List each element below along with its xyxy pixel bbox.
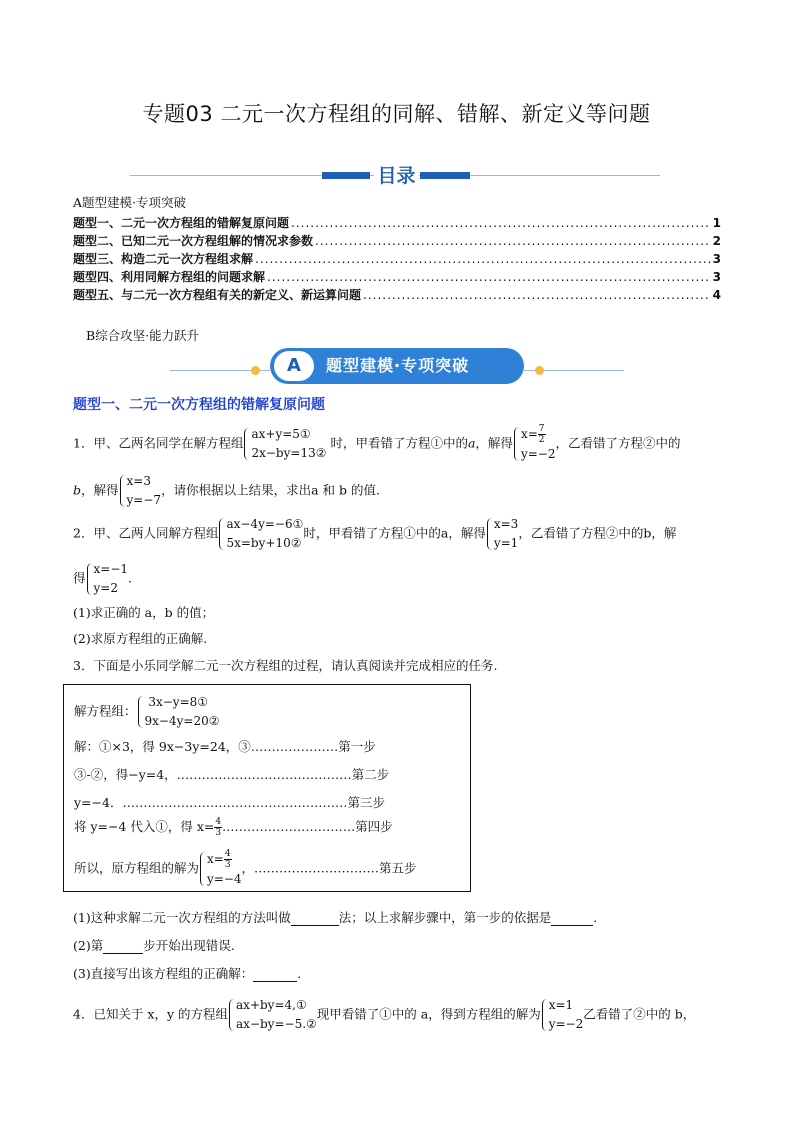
- toc-item-label: 题型三、构造二元一次方程组求解: [73, 252, 254, 266]
- section-heading: 题型一、二元一次方程组的错解复原问题: [73, 397, 325, 413]
- toc-item[interactable]: [73, 268, 721, 285]
- toc-item-page: 3: [712, 252, 721, 266]
- solution-system: x=1 y=−2: [541, 996, 584, 1034]
- question-2-sub2: (2)求原方程组的正确解.: [73, 631, 208, 646]
- toc-item-page: 3: [712, 270, 721, 284]
- toc-item-label: 题型四、利用同解方程组的问题求解: [73, 270, 266, 284]
- answer-blank[interactable]: [103, 938, 143, 954]
- banner-letter: A: [274, 351, 314, 381]
- toc-heading: 目录: [0, 161, 793, 188]
- box-line-5: 将 y=−4 代入①，得 x= $\frac{4}{3}$ .………………………….第四步: [74, 817, 393, 838]
- toc-item-label: 题型二、已知二元一次方程组解的情况求参数: [73, 234, 314, 248]
- question-1-line2: b，解得 x=3 y=−7 ，请你根据以上结果，求出a 和 b 的值.: [73, 472, 380, 510]
- solution-system: x=3 y=1: [486, 515, 518, 553]
- question-3-sub3: (3)直接写出该方程组的正确解： .: [73, 966, 302, 981]
- question-2-line1: 2．甲、乙两人同解方程组 ax−4y=−6① 5x=by+10② 时，甲看错了方程①中的a，解得 x=3 y=1 ，乙看错了方程②中的b，解: [73, 515, 676, 553]
- box-line-2: 解：①×3，得 9x−3y=24，③…………………第一步: [74, 739, 376, 754]
- question-1-line1: 1．甲、乙两名同学在解方程组 ax+y=5① 2x−by=13② 时，甲看错了方程①中的a，解得 x= $\frac{7}{2}$ y=−2 ，乙看错了方程②中的: [73, 424, 680, 464]
- solution-system: x=3 y=−7: [119, 472, 162, 510]
- equation-system: ax+y=5① 2x−by=13②: [243, 425, 326, 463]
- box-line-6: 所以，原方程组的解为 x= $\frac{4}{3}$ y=−4 ，…………………………第五步: [74, 849, 417, 889]
- solution-system: x= $\frac{4}{3}$ y=−4: [199, 849, 242, 889]
- question-3-sub2: (2)第 步开始出现错误.: [73, 938, 235, 953]
- solution-box: [63, 684, 471, 892]
- page-title: 专题03 二元一次方程组的同解、错解、新定义等问题: [142, 102, 651, 126]
- toc-item[interactable]: [73, 214, 721, 231]
- toc-item[interactable]: [73, 250, 721, 267]
- toc-item[interactable]: [73, 232, 721, 249]
- answer-blank[interactable]: [291, 910, 339, 926]
- question-4-line1: 4．已知关于 x，y 的方程组 ax+by=4,① ax−by=−5.② 现甲看错了①中的 a，得到方程组的解为 x=1 y=−2 乙看错了②中的 b，: [73, 996, 695, 1034]
- toc-item-page: 2: [712, 234, 721, 248]
- toc-item-page: 1: [712, 216, 721, 230]
- equation-system: ax+by=4,① ax−by=−5.②: [228, 996, 317, 1034]
- answer-blank[interactable]: [551, 910, 593, 926]
- solution-system: x=−1 y=2: [86, 560, 129, 598]
- toc-section-a: A题型建模·专项突破: [73, 195, 187, 210]
- banner-dot-left: [251, 366, 260, 375]
- banner-dot-right: [535, 366, 544, 375]
- equation-system: 3x−y=8① 9x−4y=20②: [137, 693, 220, 731]
- box-line-4: y=−4．………………………………………………第三步: [74, 795, 385, 810]
- question-3-sub1: (1)这种求解二元一次方程组的方法叫做 法；以上求解步骤中，第一步的依据是 .: [73, 910, 598, 925]
- toc-item-label: 题型一、二元一次方程组的错解复原问题: [73, 216, 290, 230]
- box-line-3: ③-②，得−y=4，……………………………………第二步: [74, 767, 390, 782]
- equation-system: ax−4y=−6① 5x=by+10②: [218, 515, 303, 553]
- section-banner: [270, 348, 524, 384]
- toc-item-page: 4: [712, 288, 721, 302]
- question-3-lead: 3．下面是小乐同学解二元一次方程组的过程，请认真阅读并完成相应的任务.: [73, 658, 498, 673]
- toc-item[interactable]: [73, 286, 721, 303]
- answer-blank[interactable]: [253, 966, 297, 982]
- question-2-line2: 得 x=−1 y=2 .: [73, 560, 132, 598]
- box-line-1: 解方程组： 3x−y=8① 9x−4y=20②: [74, 693, 219, 731]
- solution-system: x= $\frac{7}{2}$ y=−2: [513, 424, 556, 464]
- toc-section-b: B综合攻坚·能力跃升: [86, 328, 200, 343]
- banner-text: 题型建模·专项突破: [326, 356, 470, 375]
- toc-item-label: 题型五、与二元一次方程组有关的新定义、新运算问题: [73, 288, 362, 302]
- question-2-sub1: (1)求正确的 a，b 的值；: [73, 605, 215, 620]
